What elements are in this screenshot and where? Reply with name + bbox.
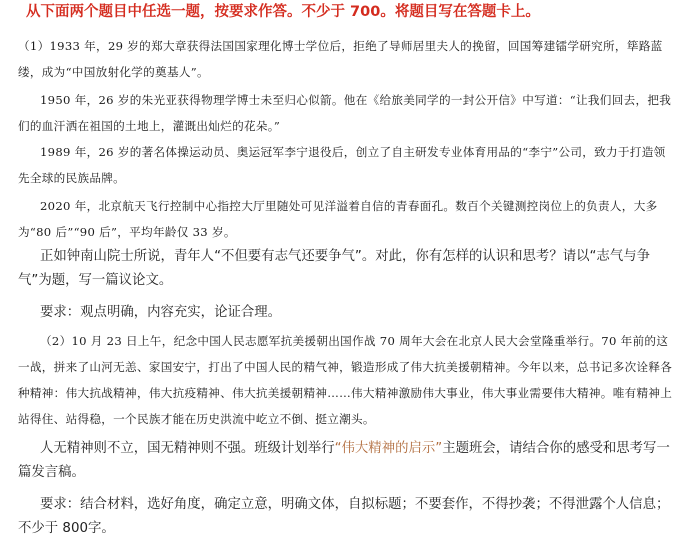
prompt-before: 人无精神则不立，国无精神则不强。班级计划举行 [40,441,335,456]
topic1-prompt: 正如钟南山院士所说，青年人“不但要有志气还要争气”。对此，你有怎样的认识和思考？请以“志气与争气”为题，写一篇议论文。 [18,249,650,288]
topic2-prompt [18,437,674,485]
prompt-highlight: “伟大精神的启示” [334,441,443,456]
paragraph-1989: 1989 年，26 岁的著名体操运动员、奥运冠军李宁退役后，创立了自主研发专业体育用品的“李宁”公司，致力于打造领先全球的民族品牌。 [18,145,666,185]
paragraph-2020: 2020 年，北京航天飞行控制中心指控大厅里随处可见洋溢着自信的青春面孔。数百个关键测控岗位上的负责人，大多为“80 后”“90 后”，平均年龄仅 33 岁。 [18,199,658,239]
paragraph-1950: 1950 年，26 岁的朱光亚获得物理学博士未至归心似箭。他在《给旅美同学的一封公开信》中写道：“让我们回去，把我们的血汗洒在祖国的土地上，灌溉出灿烂的花朵。” [18,93,672,133]
paragraph-1933: （1）1933 年，29 岁的郑大章获得法国国家理化博士学位后，拒绝了导师居里夫人的挽留，回国筹建镭学研究所，筚路蓝缕，成为“中国放射化学的奠基人”。 [18,39,663,79]
topic1-requirements: 要求：观点明确，内容充实，论证合理。 [40,305,282,320]
topic2-requirements: 要求：结合材料，选好角度，确定立意，明确文体，自拟标题；不要套作，不得抄袭；不得泄露个人信息；不少于 800字。 [18,497,670,536]
paragraph-material: （2）10 月 23 日上午，纪念中国人民志愿军抗美援朝出国作战 70 周年大会在北京人民大会堂隆重举行。70 年前的这一战，拼来了山河无恙、家国安宁，打出了中国人民的精气神，锻造形成了伟大抗美援朝精神。今年以来，总书记多次诠释各种精神：伟大抗战精神，伟大抗疫精神、伟大抗美援朝精神……伟大精神激励伟大事业，伟大事业需要伟大精神。唯有精神上站得住、站得稳，一个民族才能在历史洪流中屹立不倒、挺立潮头。 [18,334,673,426]
prompt-after: 主题班会，请结合你的感受和思考写一篇发言稿。 [18,441,670,480]
instruction-title: 从下面两个题目中任选一题，按要求作答。不少于 700。将题目写在答题卡上。 [26,4,540,20]
